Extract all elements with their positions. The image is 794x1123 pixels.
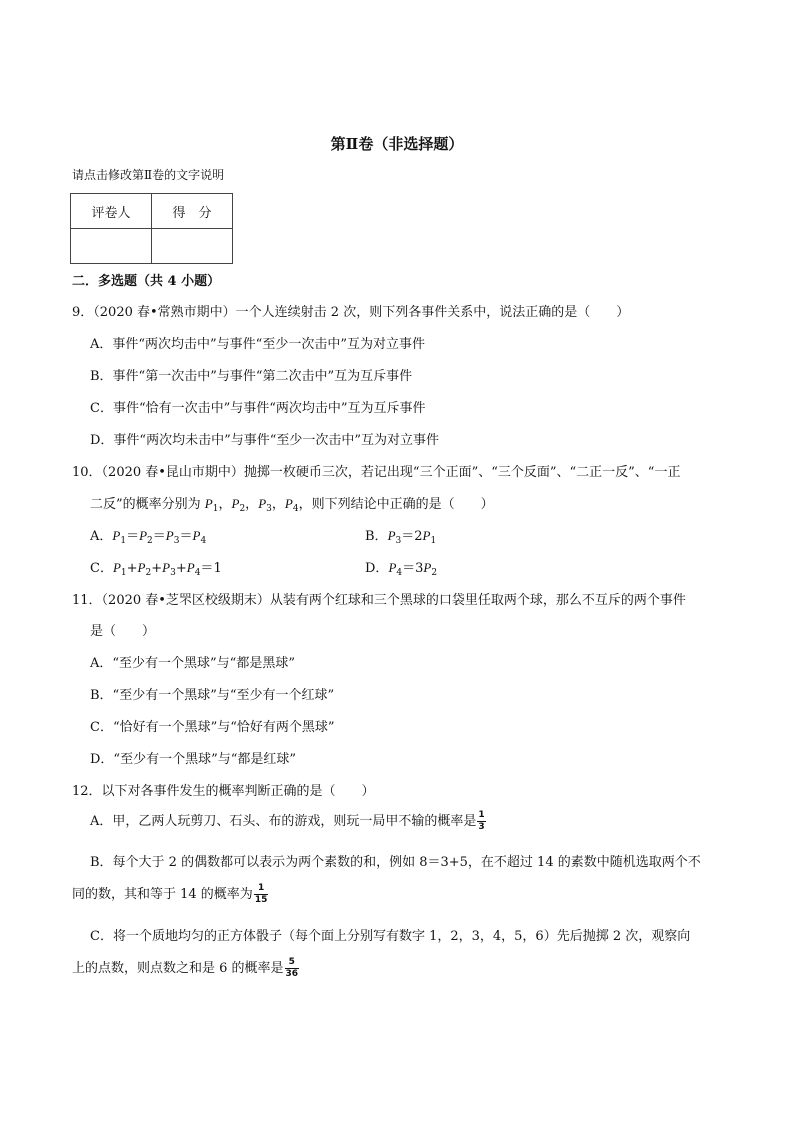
- score-table-header-score: 得 分: [152, 194, 233, 229]
- question-10-stem-line1: 10．（2020 春•昆山市期中）抛掷一枚硬币三次，若记出现“三个正面”、“三个反面”、“二正一反”、“一正: [72, 465, 681, 480]
- fraction: $\frac{1}{3}$: [478, 810, 485, 832]
- question-11-stem-line2: 是（ ）: [90, 624, 156, 639]
- question-12-option-c-line1: C．将一个质地均匀的正方体骰子（每个面上分别写有数字 1，2，3，4，5，6）先后抛掷 2 次，观察向: [90, 929, 691, 944]
- question-11-stem-line1: 11．（2020 春•芝罘区校级期末）从装有两个红球和三个黑球的口袋里任取两个球，那么不互斥的两个事件: [72, 593, 686, 608]
- score-table: [70, 193, 233, 264]
- score-table-header-grader: 评卷人: [71, 194, 152, 229]
- question-11-option-d: D．“至少有一个黑球”与“都是红球”: [90, 752, 297, 767]
- question-9-option-d: D．事件“两次均未击中”与事件“至少一次击中”互为对立事件: [90, 433, 440, 448]
- question-10-option-b: B．$P_3=2P_1$: [365, 528, 437, 546]
- score-table-cell-grader[interactable]: [71, 229, 152, 264]
- question-12-option-b-line2: 同的数，其和等于 14 的概率为 $\frac{1}{15}$: [72, 883, 268, 905]
- question-12-option-a: A．甲，乙两人玩剪刀、石头、布的游戏，则玩一局甲不输的概率是 $\frac{1}{3}$: [90, 810, 485, 832]
- question-9-option-c: C．事件“恰有一次击中”与事件“两次均击中”互为互斥事件: [90, 401, 426, 416]
- question-12-stem: 12．以下对各事件发生的概率判断正确的是（ ）: [72, 784, 375, 799]
- fraction: $\frac{5}{36}$: [285, 957, 299, 979]
- question-11-option-b: B．“至少有一个黑球”与“至少有一个红球”: [90, 688, 335, 703]
- section-note[interactable]: 请点击修改第Ⅱ卷的文字说明: [72, 168, 225, 182]
- fraction: $\frac{1}{15}$: [254, 883, 268, 905]
- question-9-stem: 9．（2020 春•常熟市期中）一个人连续射击 2 次，则下列各事件关系中，说法正确的是（ ）: [72, 305, 630, 320]
- section-heading: 二．多选题（共 4 小题）: [72, 274, 221, 289]
- question-9-option-a: A．事件“两次均击中”与事件“至少一次击中”互为对立事件: [90, 337, 425, 352]
- question-10-option-c: C．$P_1+P_2+P_3+P_4=1$: [90, 560, 222, 578]
- question-11-option-a: A．“至少有一个黑球”与“都是黑球”: [90, 656, 295, 671]
- question-10-option-a: A．$P_1=P_2=P_3=P_4$: [90, 528, 207, 546]
- score-table-cell-score[interactable]: [152, 229, 233, 264]
- question-11-option-c: C．“恰好有一个黑球”与“恰好有两个黑球”: [90, 720, 335, 735]
- question-10-option-d: D．$P_4=3P_2$: [365, 560, 438, 578]
- question-9-option-b: B．事件“第一次击中”与事件“第二次击中”互为互斥事件: [90, 369, 413, 384]
- question-12-option-c-line2: 上的点数，则点数之和是 6 的概率是 $\frac{5}{36}$: [72, 957, 299, 979]
- page-title: 第Ⅱ卷（非选择题）: [330, 135, 464, 153]
- question-10-stem-line2: 二反”的概率分别为 $P_1$，$P_2$，$P_3$，$P_4$，则下列结论中正确的是（ ）: [90, 496, 494, 514]
- question-12-option-b-line1: B．每个大于 2 的偶数都可以表示为两个素数的和，例如 8＝3+5，在不超过 14 的素数中随机选取两个不: [90, 855, 701, 870]
